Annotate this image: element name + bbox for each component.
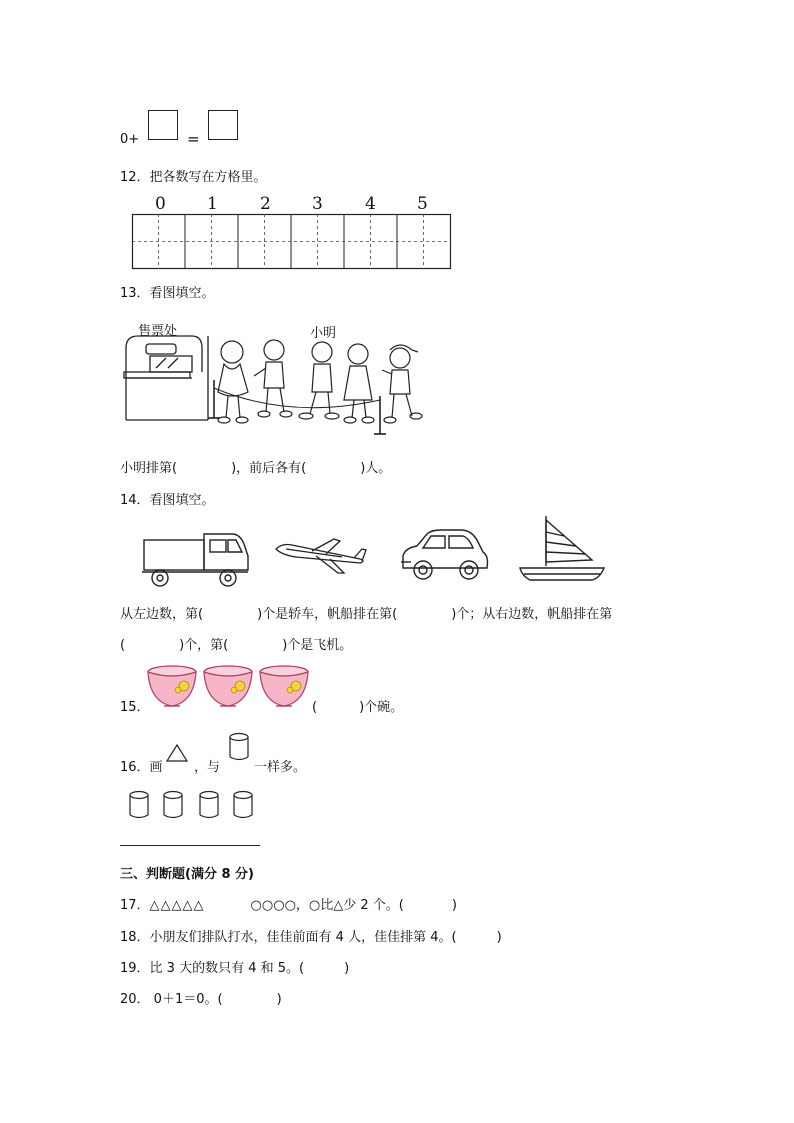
q13-text-c: )人。 (360, 461, 392, 476)
q14-line1 (120, 603, 612, 622)
q14-line1-c: )个；从右边数，帆船排在第 (451, 607, 613, 622)
q14-line2-b: )个，第( (179, 638, 229, 653)
q13-fill-line (120, 457, 391, 476)
q17-number: 17． (120, 898, 150, 913)
q17-circles-text: ○○○○，○比△少 2 个。( (250, 898, 404, 913)
cylinder-icon (228, 732, 250, 762)
q14-line2 (120, 634, 352, 653)
digit-1: 1 (207, 194, 218, 214)
q16-end-text: 一样多。 (254, 760, 307, 775)
digit-2: 2 (260, 194, 271, 214)
q16-mid-text: ，与 (194, 760, 221, 775)
q14-line1-a: 从左边数，第( (120, 607, 204, 622)
bowls-icon (146, 664, 316, 710)
q18-text: 18．小朋友们排队打水，佳佳前面有 4 人，佳佳排第 4。( (120, 930, 457, 945)
sedan-car-icon (397, 528, 491, 584)
eq11-equals: = (187, 130, 200, 148)
q20-close: ) (276, 992, 282, 1007)
q14-line2-c: )个是飞机。 (282, 638, 353, 653)
q19-line (120, 957, 349, 976)
queue-illustration (120, 330, 430, 440)
q12-title: 12．把各数写在方格里。 (120, 170, 267, 185)
q15-text-b: )个碗。 (359, 700, 404, 715)
digit-5: 5 (417, 194, 428, 214)
q18-line (120, 926, 502, 945)
q14-title: 14．看图填空。 (120, 493, 215, 508)
q20-line (120, 988, 282, 1007)
q18-close: ) (496, 930, 502, 945)
answer-box-1[interactable] (148, 110, 178, 140)
answer-box-2[interactable] (208, 110, 238, 140)
sailboat-icon (516, 514, 608, 586)
q15-text-a: ( (312, 700, 318, 715)
q14-line2-a: ( (120, 638, 126, 653)
q13-text-a: 小明排第( (120, 461, 178, 476)
airplane-icon (272, 535, 368, 579)
q15-number: 15． (120, 700, 150, 715)
q19-text: 19．比 3 大的数只有 4 和 5。( (120, 961, 305, 976)
child-figures-icon (218, 340, 422, 423)
q17-line (120, 894, 457, 913)
section-divider (120, 845, 260, 846)
q19-close: ) (344, 961, 350, 976)
triangle-icon (166, 744, 188, 762)
q17-close: ) (451, 898, 457, 913)
digit-4: 4 (365, 194, 376, 214)
section3-title: 三、判断题(满分 8 分) (120, 867, 254, 882)
ticket-office-label: 售票处 (138, 324, 178, 339)
q15-fill (312, 696, 403, 715)
eq11-prefix: 0+ (120, 132, 140, 147)
xiaoming-label: 小明 (310, 326, 337, 341)
ticket-booth-icon (124, 336, 208, 420)
q17-triangles: △△△△△ (149, 898, 205, 913)
q20-text: 20． 0＋1＝0。( (120, 992, 223, 1007)
writing-grid[interactable] (132, 214, 452, 270)
digit-0: 0 (155, 194, 166, 214)
digit-3: 3 (312, 194, 323, 214)
q14-line1-b: )个是轿车，帆船排在第( (257, 607, 398, 622)
q13-title: 13．看图填空。 (120, 286, 215, 301)
truck-icon (140, 530, 252, 588)
q16-number: 16．画 (120, 760, 163, 775)
cylinders-row-icon (128, 790, 258, 820)
q13-text-b: )，前后各有( (231, 461, 307, 476)
